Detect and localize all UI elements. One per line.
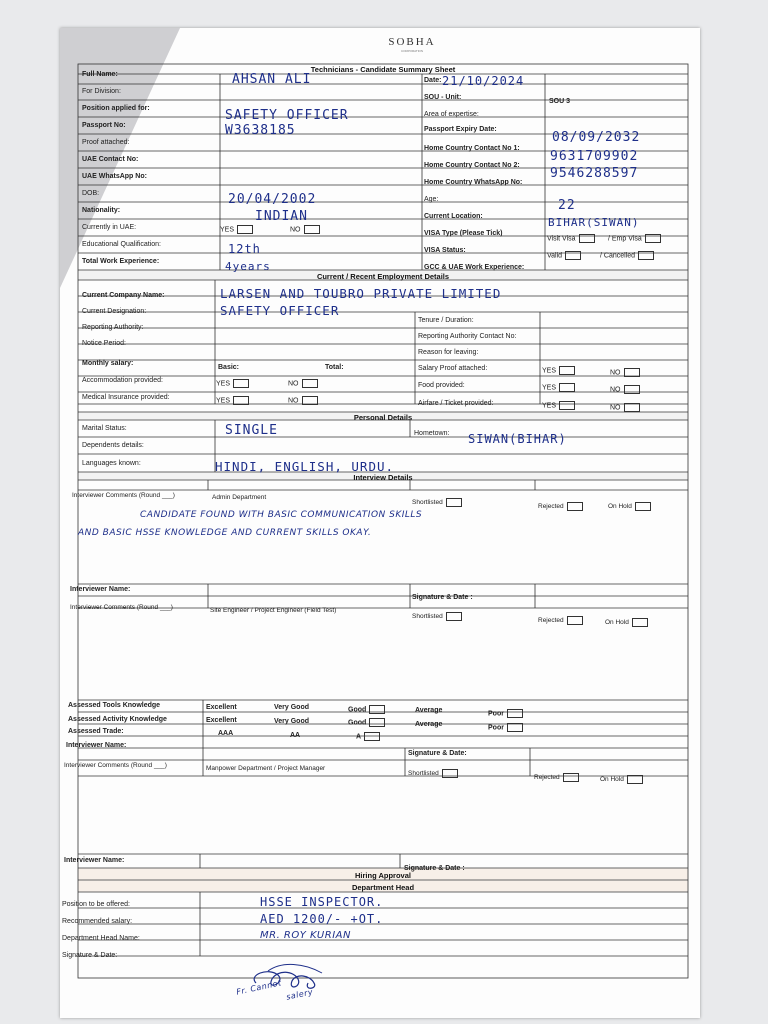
label-activity-knowledge: Assessed Activity Knowledge bbox=[68, 716, 167, 723]
label-salary-proof: Salary Proof attached: bbox=[418, 365, 488, 372]
rejected-1-label: Rejected bbox=[538, 503, 564, 511]
cancelled-option[interactable] bbox=[600, 251, 654, 260]
salary-proof-yes-label: YES bbox=[542, 367, 557, 375]
activity-good[interactable] bbox=[348, 718, 385, 727]
label-accommodation: Accommodation provided: bbox=[82, 377, 163, 384]
label-full-name: Full Name: bbox=[82, 71, 118, 78]
rejected-3-label: Rejected bbox=[534, 774, 560, 782]
shortlisted-2-label: Shortlisted bbox=[412, 613, 443, 621]
hw-position: SAFETY OFFICER bbox=[225, 108, 349, 123]
label-position-applied: Position applied for: bbox=[82, 105, 150, 112]
salary-proof-no[interactable] bbox=[610, 368, 640, 377]
hw-education: 12th bbox=[228, 242, 261, 256]
food-yes-checkbox[interactable] bbox=[559, 383, 575, 392]
salary-proof-yes[interactable] bbox=[542, 366, 575, 375]
rejected-2[interactable] bbox=[538, 616, 583, 625]
interview-section-title: Interview Details bbox=[353, 473, 413, 482]
label-dept-head-name: Department Head Name: bbox=[62, 935, 140, 942]
form-sheet bbox=[60, 28, 700, 1018]
label-food: Food provided: bbox=[418, 382, 465, 389]
hw-marital: SINGLE bbox=[225, 423, 278, 438]
label-reason-leaving: Reason for leaving: bbox=[418, 349, 479, 356]
medical-no[interactable] bbox=[288, 396, 318, 405]
salary-proof-no-label: NO bbox=[610, 369, 621, 377]
label-passport-no: Passport No: bbox=[82, 122, 126, 129]
label-comments-round-1: Interviewer Comments (Round ___) bbox=[72, 492, 175, 499]
uae-no-label: NO bbox=[290, 226, 301, 234]
trade-aa[interactable]: AA bbox=[290, 732, 301, 739]
on-hold-1[interactable] bbox=[608, 502, 651, 511]
food-yes-label: YES bbox=[542, 384, 557, 392]
valid-checkbox[interactable] bbox=[565, 251, 581, 260]
label-age: Age: bbox=[424, 196, 439, 203]
brand-logo: SOBHA bbox=[388, 36, 436, 48]
activity-poor-label: Poor bbox=[488, 724, 504, 732]
on-hold-1-label: On Hold bbox=[608, 503, 632, 511]
shortlisted-3[interactable] bbox=[408, 769, 458, 778]
label-for-division: For Division: bbox=[82, 88, 121, 95]
accommodation-yes-checkbox[interactable] bbox=[233, 379, 249, 388]
label-gcc-exp: GCC & UAE Work Experience: bbox=[424, 264, 525, 271]
on-hold-3-checkbox[interactable] bbox=[627, 775, 643, 784]
emp-visa-checkbox[interactable] bbox=[645, 234, 661, 243]
rejected-2-checkbox[interactable] bbox=[567, 616, 583, 625]
label-position-offered: Position to be offered: bbox=[62, 901, 130, 908]
label-total-work-exp: Total Work Experience: bbox=[82, 258, 160, 265]
hw-sig-note-2: salery bbox=[285, 987, 314, 1002]
label-uae-whatsapp: UAE WhatsApp No: bbox=[82, 173, 147, 180]
shortlisted-2-checkbox[interactable] bbox=[446, 612, 462, 621]
tools-excellent[interactable]: Excellent bbox=[206, 704, 237, 711]
airfare-no-checkbox[interactable] bbox=[624, 403, 640, 412]
salary-proof-no-checkbox[interactable] bbox=[624, 368, 640, 377]
visit-visa-label: Visit Visa bbox=[547, 235, 576, 243]
uae-yes-label: YES bbox=[220, 226, 235, 234]
label-area-expertise: Area of expertise: bbox=[424, 111, 479, 118]
shortlisted-3-checkbox[interactable] bbox=[442, 769, 458, 778]
activity-average[interactable]: Average bbox=[415, 721, 443, 728]
hw-dob: 20/04/2002 bbox=[228, 192, 317, 207]
on-hold-3[interactable] bbox=[600, 775, 643, 784]
hw-hometown: SIWAN(BIHAR) bbox=[468, 432, 567, 446]
medical-yes-checkbox[interactable] bbox=[233, 396, 249, 405]
accommodation-no-label: NO bbox=[288, 380, 299, 388]
hw-location: BIHAR(SIWAN) bbox=[548, 216, 640, 229]
hiring-section-title: Hiring Approval bbox=[355, 871, 411, 880]
label-total: Total: bbox=[325, 364, 344, 371]
hw-date: 21/10/2024 bbox=[442, 74, 525, 88]
shortlisted-1-checkbox[interactable] bbox=[446, 498, 462, 507]
cancelled-checkbox[interactable] bbox=[638, 251, 654, 260]
label-assessed-trade: Assessed Trade: bbox=[68, 728, 124, 735]
hw-sig-note-1: Fr. Cannot bbox=[235, 978, 283, 997]
hw-passport: W3638185 bbox=[225, 123, 296, 138]
label-date: Date: bbox=[424, 77, 442, 84]
label-current-location: Current Location: bbox=[424, 213, 483, 220]
shortlisted-3-label: Shortlisted bbox=[408, 770, 439, 778]
trade-a-label: A bbox=[356, 733, 362, 741]
on-hold-3-label: On Hold bbox=[600, 776, 624, 784]
label-basic: Basic: bbox=[218, 364, 240, 371]
trade-a-checkbox[interactable] bbox=[364, 732, 380, 741]
uae-no-option[interactable] bbox=[290, 225, 320, 234]
accommodation-yes[interactable] bbox=[216, 379, 249, 388]
label-uae-contact: UAE Contact No: bbox=[82, 156, 139, 163]
valid-label: Valid bbox=[547, 252, 563, 260]
label-dob: DOB: bbox=[82, 190, 100, 197]
shortlisted-1[interactable] bbox=[412, 498, 462, 507]
rejected-2-label: Rejected bbox=[538, 617, 564, 625]
on-hold-2-checkbox[interactable] bbox=[632, 618, 648, 627]
tools-poor[interactable] bbox=[488, 709, 523, 718]
personal-section-title: Personal Details bbox=[353, 413, 413, 422]
label-notice-period: Notice Period: bbox=[82, 340, 126, 347]
activity-good-label: Good bbox=[348, 719, 367, 727]
sou-value: SOU 3 bbox=[549, 98, 571, 105]
label-visa-status: VISA Status: bbox=[424, 247, 466, 254]
brand-logo-sub: CORPORATION bbox=[400, 49, 424, 53]
label-airfare: Airfare / Ticket provided: bbox=[418, 400, 494, 407]
rejected-1-checkbox[interactable] bbox=[567, 502, 583, 511]
medical-yes[interactable] bbox=[216, 396, 249, 405]
hw-company: LARSEN AND TOUBRO PRIVATE LIMITED bbox=[220, 286, 502, 301]
label-company-name: Current Company Name: bbox=[82, 292, 165, 299]
hw-position-offered: HSSE INSPECTOR. bbox=[260, 895, 384, 909]
visit-visa-checkbox[interactable] bbox=[579, 234, 595, 243]
visit-visa-option[interactable] bbox=[547, 234, 595, 243]
food-yes[interactable] bbox=[542, 383, 575, 392]
label-tools-knowledge: Assessed Tools Knowledge bbox=[68, 702, 161, 709]
label-comments-round-2: Interviewer Comments (Round ___) bbox=[70, 604, 173, 611]
activity-good-checkbox[interactable] bbox=[369, 718, 385, 727]
tools-average[interactable]: Average bbox=[415, 707, 443, 714]
hw-comment-line-1: CANDIDATE FOUND WITH BASIC COMMUNICATION SKILLS bbox=[140, 510, 423, 520]
label-home-contact-1: Home Country Contact No 1: bbox=[424, 145, 520, 152]
label-interviewer-name-1: Interviewer Name: bbox=[70, 586, 131, 593]
label-hometown: Hometown: bbox=[414, 430, 450, 437]
label-interviewer-name-3: Interviewer Name: bbox=[64, 857, 125, 864]
accommodation-no[interactable] bbox=[288, 379, 318, 388]
hw-dept-head: MR. ROY KURIAN bbox=[260, 930, 351, 941]
label-tenure: Tenure / Duration: bbox=[418, 317, 474, 324]
activity-poor-checkbox[interactable] bbox=[507, 723, 523, 732]
hw-age: 22 bbox=[558, 198, 576, 213]
label-monthly-salary: Monthly salary: bbox=[82, 360, 134, 367]
medical-yes-label: YES bbox=[216, 397, 231, 405]
airfare-yes[interactable] bbox=[542, 401, 575, 410]
shortlisted-2[interactable] bbox=[412, 612, 462, 621]
accommodation-yes-label: YES bbox=[216, 380, 231, 388]
employment-section-title: Current / Recent Employment Details bbox=[316, 272, 450, 281]
label-signature-date-hiring: Signature & Date: bbox=[62, 952, 118, 959]
uae-yes-checkbox[interactable] bbox=[237, 225, 253, 234]
label-admin-dept: Admin Department bbox=[212, 494, 267, 501]
label-signature-date-3: Signature & Date : bbox=[404, 865, 465, 872]
activity-poor[interactable] bbox=[488, 723, 523, 732]
uae-yes-option[interactable] bbox=[220, 225, 253, 234]
tools-good-label: Good bbox=[348, 706, 367, 714]
on-hold-2[interactable] bbox=[605, 618, 648, 627]
airfare-no-label: NO bbox=[610, 404, 621, 412]
food-no[interactable] bbox=[610, 385, 640, 394]
hw-salary: AED 1200/- +OT. bbox=[260, 912, 384, 926]
hw-contact-2: 9546288597 bbox=[550, 166, 639, 181]
label-interviewer-name-2: Interviewer Name: bbox=[66, 742, 127, 749]
valid-option[interactable] bbox=[547, 251, 581, 260]
hw-name: AHSAN ALI bbox=[232, 72, 312, 87]
label-currently-in-uae: Currently in UAE: bbox=[82, 224, 137, 231]
hw-nationality: INDIAN bbox=[255, 209, 308, 224]
medical-no-label: NO bbox=[288, 397, 299, 405]
shortlisted-1-label: Shortlisted bbox=[412, 499, 443, 507]
label-recommended-salary: Recommended salary: bbox=[62, 918, 133, 925]
label-passport-expiry: Passport Expiry Date: bbox=[424, 126, 497, 133]
airfare-yes-label: YES bbox=[542, 402, 557, 410]
tools-poor-checkbox[interactable] bbox=[507, 709, 523, 718]
trade-a[interactable] bbox=[356, 732, 380, 741]
tools-good[interactable] bbox=[348, 705, 385, 714]
trade-aaa[interactable]: AAA bbox=[218, 730, 234, 737]
label-reporting-contact: Reporting Authority Contact No: bbox=[418, 333, 517, 340]
medical-no-checkbox[interactable] bbox=[302, 396, 318, 405]
food-no-label: NO bbox=[610, 386, 621, 394]
tools-very-good[interactable]: Very Good bbox=[274, 704, 310, 711]
label-designation: Current Designation: bbox=[82, 308, 147, 315]
dept-head-title: Department Head bbox=[351, 883, 415, 892]
hw-work-exp: 4years bbox=[225, 260, 271, 273]
hw-passport-expiry: 08/09/2032 bbox=[552, 130, 641, 145]
label-comments-round-3: Interviewer Comments (Round ___) bbox=[64, 762, 167, 769]
hw-contact-1: 9631709902 bbox=[550, 149, 639, 164]
uae-no-checkbox[interactable] bbox=[304, 225, 320, 234]
airfare-yes-checkbox[interactable] bbox=[559, 401, 575, 410]
emp-visa-option[interactable] bbox=[608, 234, 661, 243]
airfare-no[interactable] bbox=[610, 403, 640, 412]
label-dependents: Dependents details: bbox=[82, 442, 144, 449]
rejected-3-checkbox[interactable] bbox=[563, 773, 579, 782]
salary-proof-yes-checkbox[interactable] bbox=[559, 366, 575, 375]
label-reporting-authority: Reporting Authority: bbox=[82, 324, 144, 331]
emp-visa-label: / Emp Visa bbox=[608, 235, 642, 243]
label-proof-attached: Proof attached: bbox=[82, 139, 130, 146]
label-sou-unit: SOU - Unit: bbox=[424, 94, 462, 101]
label-signature-date-2: Signature & Date: bbox=[408, 750, 467, 757]
on-hold-1-checkbox[interactable] bbox=[635, 502, 651, 511]
label-medical: Medical Insurance provided: bbox=[82, 394, 170, 401]
form-title: Technicians - Candidate Summary Sheet bbox=[310, 65, 456, 74]
tools-good-checkbox[interactable] bbox=[369, 705, 385, 714]
hw-designation: SAFETY OFFICER bbox=[220, 303, 340, 318]
hw-languages: HINDI, ENGLISH, URDU. bbox=[215, 459, 395, 474]
activity-very-good[interactable]: Very Good bbox=[274, 718, 310, 725]
label-signature-date-1: Signature & Date : bbox=[412, 594, 473, 601]
cancelled-label: / Cancelled bbox=[600, 252, 636, 260]
label-home-contact-2: Home Country Contact No 2: bbox=[424, 162, 520, 169]
label-education: Educational Qualification: bbox=[82, 241, 161, 248]
rejected-3[interactable] bbox=[534, 773, 579, 782]
label-visa-type: VISA Type (Please Tick) bbox=[424, 230, 503, 237]
label-marital-status: Marital Status: bbox=[82, 425, 127, 432]
label-languages: Languages known: bbox=[82, 460, 141, 467]
on-hold-2-label: On Hold bbox=[605, 619, 629, 627]
hw-comment-line-2: AND BASIC HSSE KNOWLEDGE AND CURRENT SKILLS OKAY. bbox=[78, 528, 372, 538]
food-no-checkbox[interactable] bbox=[624, 385, 640, 394]
rejected-1[interactable] bbox=[538, 502, 583, 511]
label-manpower-dept: Manpower Department / Project Manager bbox=[206, 765, 326, 772]
tools-poor-label: Poor bbox=[488, 710, 504, 718]
label-site-engineer: Site Engineer / Project Engineer (Field Test) bbox=[210, 607, 337, 614]
accommodation-no-checkbox[interactable] bbox=[302, 379, 318, 388]
activity-excellent[interactable]: Excellent bbox=[206, 717, 237, 724]
label-nationality: Nationality: bbox=[82, 207, 121, 214]
label-home-whatsapp: Home Country WhatsApp No: bbox=[424, 179, 523, 186]
